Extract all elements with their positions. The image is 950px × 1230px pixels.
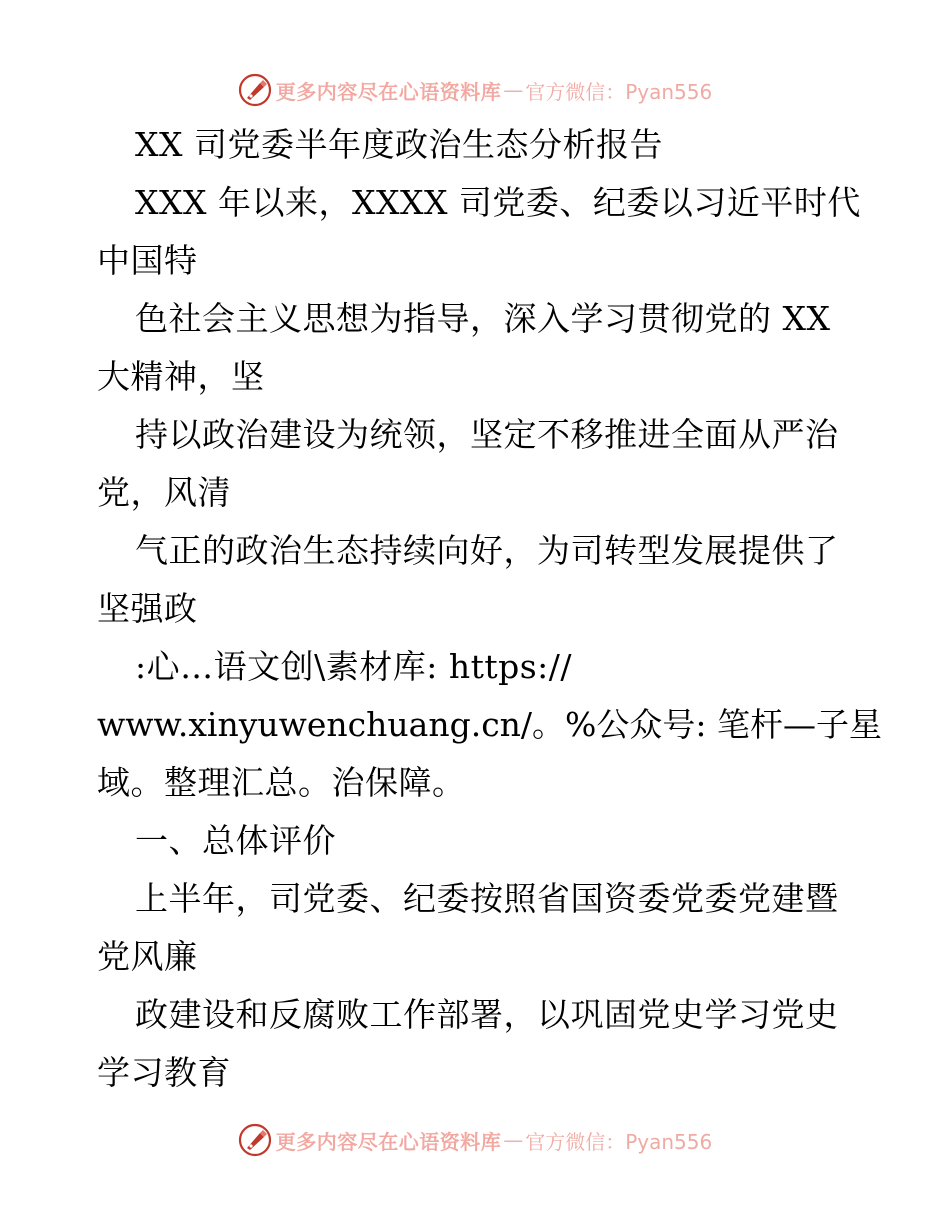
paragraph-line: 党，风清	[97, 473, 231, 512]
pen-nib-logo-icon	[238, 73, 272, 107]
banner-wechat: 官方微信：Pyan556	[525, 1129, 713, 1154]
watermark-line: :心…语文创\素材库: https://	[135, 647, 573, 686]
banner-wechat: 官方微信：Pyan556	[525, 79, 713, 104]
paragraph-line: 域。整理汇总。治保障。	[97, 763, 466, 802]
banner-separator: —	[503, 1128, 524, 1152]
paragraph-line: 持以政治建设为统领，坚定不移推进全面从严治	[135, 415, 839, 454]
banner-title: 更多内容尽在心语资料库	[275, 1129, 502, 1154]
paragraph-line: 政建设和反腐败工作部署，以巩固党史学习党史	[135, 995, 839, 1034]
paragraph-line: 色社会主义思想为指导，深入学习贯彻党的 XX	[135, 299, 831, 338]
paragraph-line: 上半年，司党委、纪委按照省国资委党委党建暨	[135, 879, 839, 918]
section-heading: 一、总体评价	[135, 821, 336, 860]
paragraph-line: 党风廉	[97, 937, 198, 976]
banner-separator: —	[503, 78, 524, 102]
paragraph-line: 气正的政治生态持续向好，为司转型发展提供了	[135, 531, 839, 570]
header-banner	[0, 70, 950, 110]
footer-banner	[0, 1120, 950, 1160]
paragraph-line: XXX 年以来，XXXX 司党委、纪委以习近平时代	[135, 183, 861, 222]
banner-title: 更多内容尽在心语资料库	[275, 79, 502, 104]
document-body	[97, 116, 883, 1102]
paragraph-line: 大精神，坚	[97, 357, 265, 396]
pen-nib-logo-icon	[238, 1123, 272, 1157]
paragraph-line: 中国特	[97, 241, 198, 280]
watermark-line: www.xinyuwenchuang.cn/。%公众号: 笔杆—子星	[97, 705, 883, 744]
paragraph-line: 学习教育	[97, 1053, 231, 1092]
paragraph-line: 坚强政	[97, 589, 198, 628]
document-title: XX 司党委半年度政治生态分析报告	[135, 125, 663, 164]
